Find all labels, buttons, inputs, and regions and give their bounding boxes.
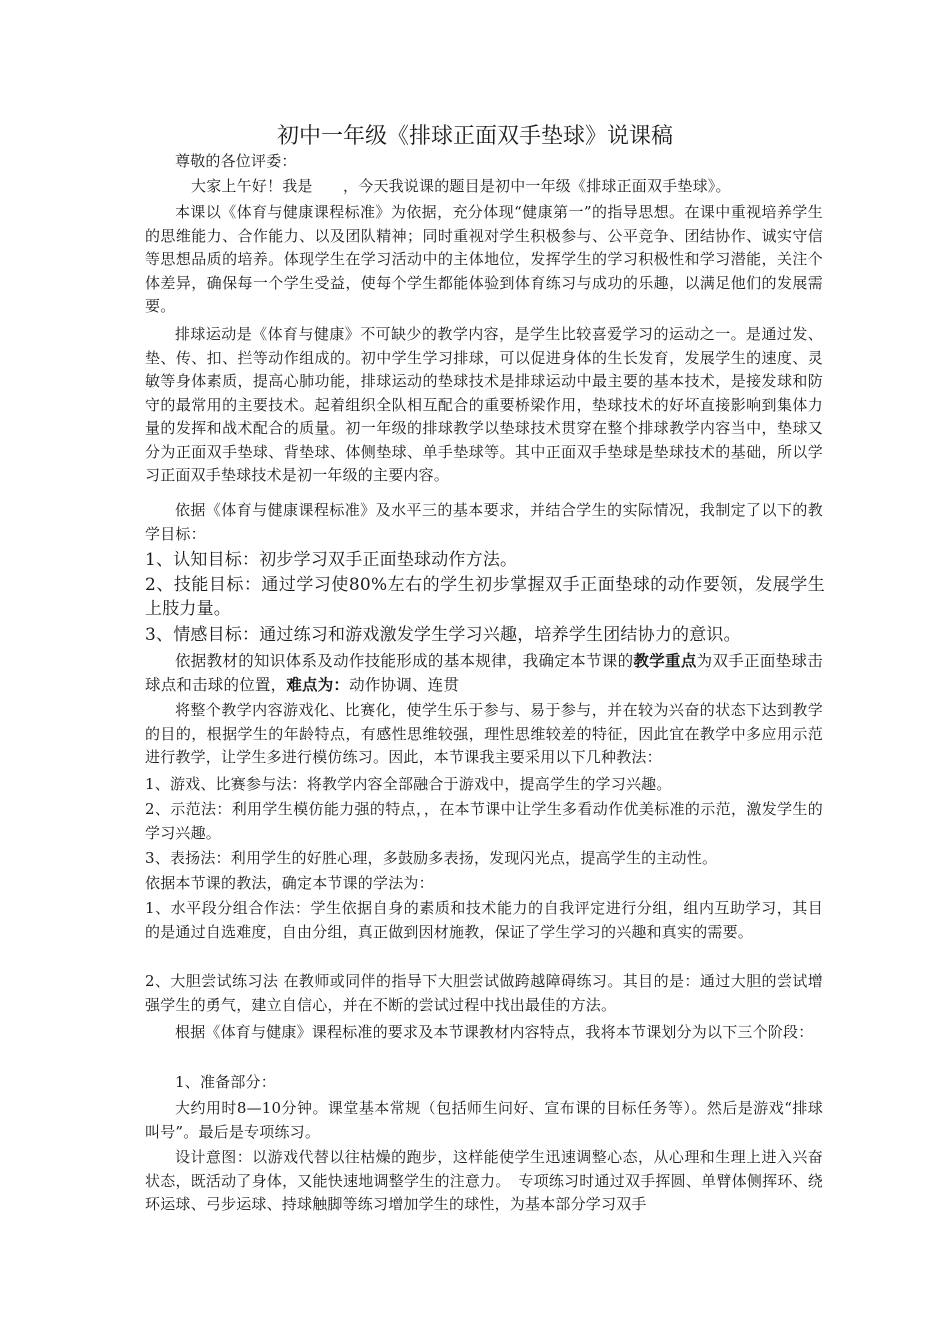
design-intent-paragraph: 设计意图：以游戏代替以往枯燥的跑步，这样能使学生迅速调整心态，从心理和生理上进入兴奋状态，既活动了身体，又能快速地调整学生的注意力。 专项练习时通过双手挥圆、单臂体侧挥环、绕环运球、弓步运球、持球触脚等练习增加学生的球性，为基本部分学习双手 — [145, 1148, 823, 1213]
volleyball-paragraph: 排球运动是《体育与健康》不可缺少的教学内容，是学生比较喜爱学习的运动之一。是通过发、垫、传、扣、拦等动作组成的。初中学生学习排球，可以促进身体的生长发育，发展学生的速度、灵敏等身体素质，提高心肺功能，排球运动的垫球技术是排球运动中最主要的基本技术，是接发球和防守的最常用的主要技术。起着组织全队相互配合的重要桥梁作用，垫球技术的好坏直接影响到集体力量的发挥和战术配合的质量。初一年级的排球教学以垫球技术贯穿在整个排球教学内容当中，垫球又分为正面双手垫球、背垫球、体侧垫球、单手垫球等。其中正面双手垫球是垫球技术的基础，所以学习正面双手垫球技术是初一年级的主要内容。 — [145, 325, 823, 484]
goal-skill: 2、技能目标：通过学习使80%左右的学生初步掌握双手正面垫球的动作要领，发展学生上肢力量。 — [145, 575, 825, 619]
stage-preparation-heading: 1、准备部分： — [175, 1073, 276, 1091]
stages-intro: 根据《体育与健康》课程标准的要求及本节课教材内容特点，我将本节课划分为以下三个阶段： — [175, 1023, 814, 1041]
focus-paragraph — [145, 649, 823, 697]
method-demo: 2、示范法：利用学生模仿能力强的特点，，在本节课中让学生多看动作优美标准的示范，激发学生的学习兴趣。 — [145, 800, 823, 842]
objectives-intro: 依据《体育与健康课程标准》及水平三的基本要求，并结合学生的实际情况，我制定了以下的教学目标： — [145, 501, 823, 543]
difficulty-label: 难点为： — [286, 675, 350, 694]
key-point-text: 为双手正面垫球击球点和击球的位置， — [145, 652, 823, 694]
difficulty-text: 动作协调、连贯 — [349, 676, 460, 694]
method-praise: 3、表扬法：利用学生的好胜心理，多鼓励多表扬，发现闪光点，提高学生的主动性。 — [145, 849, 718, 867]
stage-preparation-text: 大约用时8—10分钟。课堂基本常规（包括师生问好、宣布课的目标任务等）。然后是游戏“排球叫号”。最后是专项练习。 — [145, 1099, 823, 1141]
goal-affective: 3、情感目标：通过练习和游戏激发学生学习兴趣，培养学生团结协力的意识。 — [145, 625, 741, 645]
method-game: 1、游戏、比赛参与法：将教学内容全部融合于游戏中，提高学生的学习兴趣。 — [145, 775, 672, 793]
learning-group: 1、水平段分组合作法：学生依据自身的素质和技术能力的自我评定进行分组，组内互助学习，其目的是通过自选难度，自由分组，真正做到因材施教，保证了学生学习的兴趣和真实的需要。 — [145, 899, 823, 941]
goal-cognitive: 1、认知目标：初步学习双手正面垫球动作方法。 — [145, 550, 518, 570]
guideline-paragraph: 本课以《体育与健康课程标准》为依据，充分体现“健康第一”的指导思想。在课中重视培养学生的思维能力、合作能力、以及团队精神；同时重视对学生积极参与、公平竞争、团结协作、诚实守信等思想品质的培养。体现学生在学习活动中的主体地位，发挥学生的学习积极性和学习潜能，关注个体差异，确保每一个学生受益，使每个学生都能体验到体育练习与成功的乐趣，以满足他们的发展需要。 — [145, 203, 823, 315]
learning-method-intro: 依据本节课的教法，确定本节课的学法为： — [145, 874, 434, 892]
teaching-method-intro: 将整个教学内容游戏化、比赛化，使学生乐于参与、易于参与，并在较为兴奋的状态下达到教学的目的，根据学生的年龄特点，有感性思维较强，理性思维较差的特征，因此宜在教学中多应用示范进行教学，让学生多进行模仿练习。因此，本节课我主要采用以下几种教法： — [145, 701, 823, 766]
key-point-label: 教学重点 — [633, 651, 697, 670]
document-title: 初中一年级《排球正面双手垫球》说课稿 — [276, 124, 673, 149]
learning-try: 2、大胆尝试练习法 在教师或同伴的指导下大胆尝试做跨越障碍练习。其目的是：通过大胆的尝试增强学生的勇气，建立自信心，并在不断的尝试过程中找出最佳的方法。 — [145, 972, 823, 1014]
focus-pre: 依据教材的知识体系及动作技能形成的基本规律，我确定本节课的 — [175, 652, 634, 670]
intro-paragraph: 大家上午好！我是 ，今天我说课的题目是初中一年级《排球正面双手垫球》。 — [191, 177, 731, 195]
greeting: 尊敬的各位评委： — [175, 152, 297, 170]
